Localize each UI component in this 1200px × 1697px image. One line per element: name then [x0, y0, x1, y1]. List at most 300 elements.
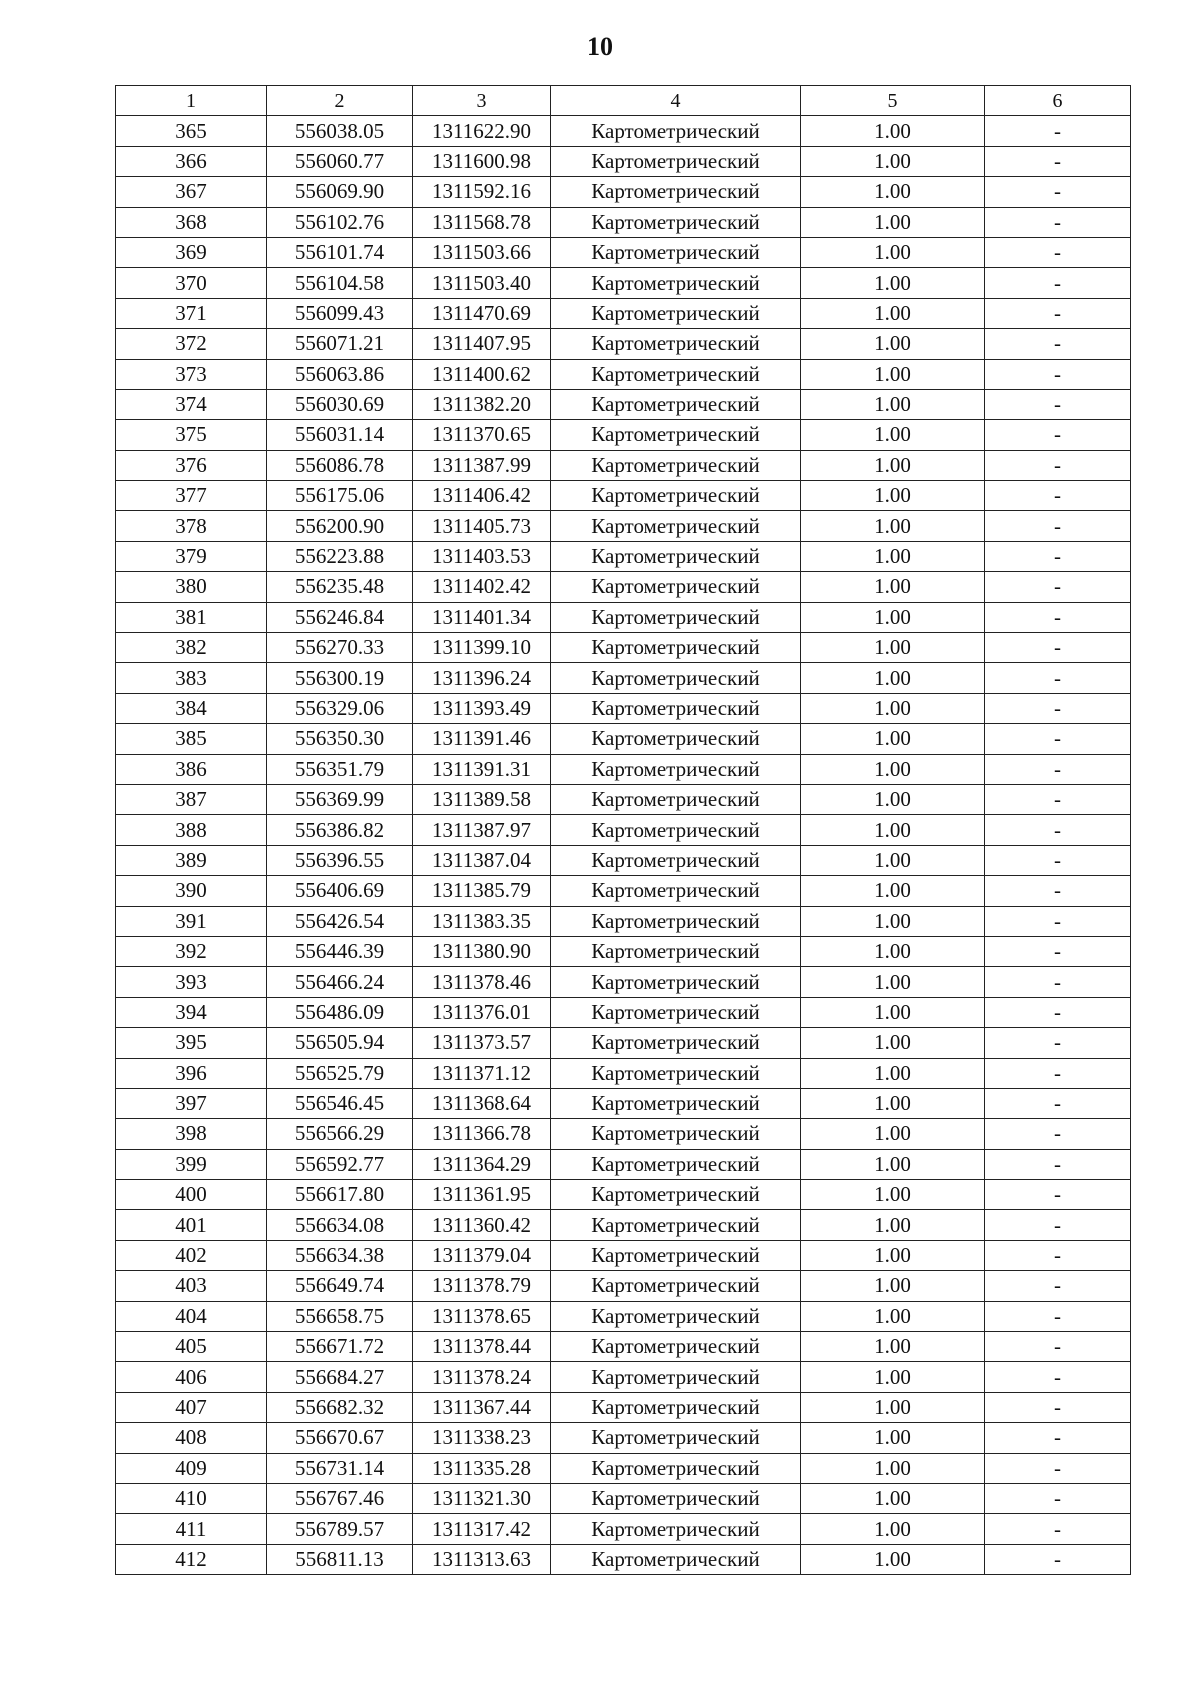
- table-row: [116, 1119, 1131, 1149]
- x-coordinate-cell: 556684.27: [267, 1362, 413, 1392]
- note-cell: -: [985, 1362, 1131, 1392]
- note-cell: -: [985, 359, 1131, 389]
- note-cell: -: [985, 936, 1131, 966]
- x-coordinate-cell: 556789.57: [267, 1514, 413, 1544]
- method-cell: Картометрический: [551, 1483, 801, 1513]
- method-cell: Картометрический: [551, 481, 801, 511]
- point-number-cell: 391: [116, 906, 267, 936]
- table-row: [116, 815, 1131, 845]
- method-cell: Картометрический: [551, 1028, 801, 1058]
- point-number-cell: 396: [116, 1058, 267, 1088]
- note-cell: -: [985, 1514, 1131, 1544]
- note-cell: -: [985, 237, 1131, 267]
- note-cell: -: [985, 450, 1131, 480]
- y-coordinate-cell: 1311364.29: [413, 1149, 551, 1179]
- table-row: [116, 997, 1131, 1027]
- x-coordinate-cell: 556546.45: [267, 1088, 413, 1118]
- note-cell: -: [985, 541, 1131, 571]
- note-cell: -: [985, 1240, 1131, 1270]
- x-coordinate-cell: 556386.82: [267, 815, 413, 845]
- x-coordinate-cell: 556351.79: [267, 754, 413, 784]
- y-coordinate-cell: 1311366.78: [413, 1119, 551, 1149]
- y-coordinate-cell: 1311380.90: [413, 936, 551, 966]
- column-header: 2: [267, 86, 413, 116]
- table-row: [116, 329, 1131, 359]
- accuracy-cell: 1.00: [801, 845, 985, 875]
- x-coordinate-cell: 556223.88: [267, 541, 413, 571]
- y-coordinate-cell: 1311600.98: [413, 146, 551, 176]
- x-coordinate-cell: 556466.24: [267, 967, 413, 997]
- point-number-cell: 382: [116, 633, 267, 663]
- table-row: [116, 602, 1131, 632]
- y-coordinate-cell: 1311360.42: [413, 1210, 551, 1240]
- x-coordinate-cell: 556071.21: [267, 329, 413, 359]
- column-header: 1: [116, 86, 267, 116]
- accuracy-cell: 1.00: [801, 177, 985, 207]
- point-number-cell: 368: [116, 207, 267, 237]
- x-coordinate-cell: 556670.67: [267, 1423, 413, 1453]
- method-cell: Картометрический: [551, 237, 801, 267]
- note-cell: -: [985, 1028, 1131, 1058]
- table-row: [116, 1149, 1131, 1179]
- table-row: [116, 1332, 1131, 1362]
- table-row: [116, 1362, 1131, 1392]
- column-header: 4: [551, 86, 801, 116]
- note-cell: -: [985, 420, 1131, 450]
- accuracy-cell: 1.00: [801, 815, 985, 845]
- accuracy-cell: 1.00: [801, 1514, 985, 1544]
- y-coordinate-cell: 1311370.65: [413, 420, 551, 450]
- note-cell: -: [985, 1180, 1131, 1210]
- table-row: [116, 116, 1131, 146]
- point-number-cell: 394: [116, 997, 267, 1027]
- method-cell: Картометрический: [551, 1362, 801, 1392]
- method-cell: Картометрический: [551, 1149, 801, 1179]
- y-coordinate-cell: 1311401.34: [413, 602, 551, 632]
- y-coordinate-cell: 1311391.46: [413, 724, 551, 754]
- table-row: [116, 936, 1131, 966]
- x-coordinate-cell: 556235.48: [267, 572, 413, 602]
- method-cell: Картометрический: [551, 207, 801, 237]
- accuracy-cell: 1.00: [801, 450, 985, 480]
- x-coordinate-cell: 556396.55: [267, 845, 413, 875]
- table-row: [116, 177, 1131, 207]
- x-coordinate-cell: 556038.05: [267, 116, 413, 146]
- table-row: [116, 237, 1131, 267]
- point-number-cell: 400: [116, 1180, 267, 1210]
- accuracy-cell: 1.00: [801, 389, 985, 419]
- point-number-cell: 407: [116, 1392, 267, 1422]
- table-row: [116, 1392, 1131, 1422]
- x-coordinate-cell: 556175.06: [267, 481, 413, 511]
- x-coordinate-cell: 556682.32: [267, 1392, 413, 1422]
- point-number-cell: 366: [116, 146, 267, 176]
- method-cell: Картометрический: [551, 602, 801, 632]
- table-row: [116, 906, 1131, 936]
- y-coordinate-cell: 1311321.30: [413, 1483, 551, 1513]
- point-number-cell: 410: [116, 1483, 267, 1513]
- table-row: [116, 784, 1131, 814]
- point-number-cell: 397: [116, 1088, 267, 1118]
- note-cell: -: [985, 177, 1131, 207]
- y-coordinate-cell: 1311592.16: [413, 177, 551, 207]
- accuracy-cell: 1.00: [801, 1058, 985, 1088]
- y-coordinate-cell: 1311399.10: [413, 633, 551, 663]
- y-coordinate-cell: 1311383.35: [413, 906, 551, 936]
- x-coordinate-cell: 556104.58: [267, 268, 413, 298]
- x-coordinate-cell: 556270.33: [267, 633, 413, 663]
- point-number-cell: 383: [116, 663, 267, 693]
- note-cell: -: [985, 724, 1131, 754]
- x-coordinate-cell: 556811.13: [267, 1544, 413, 1574]
- point-number-cell: 384: [116, 693, 267, 723]
- accuracy-cell: 1.00: [801, 329, 985, 359]
- method-cell: Картометрический: [551, 633, 801, 663]
- table-header-row: [116, 86, 1131, 116]
- method-cell: Картометрический: [551, 754, 801, 784]
- point-number-cell: 374: [116, 389, 267, 419]
- table-body: [116, 116, 1131, 1575]
- method-cell: Картометрический: [551, 1119, 801, 1149]
- accuracy-cell: 1.00: [801, 633, 985, 663]
- y-coordinate-cell: 1311371.12: [413, 1058, 551, 1088]
- table-row: [116, 146, 1131, 176]
- note-cell: -: [985, 1453, 1131, 1483]
- table-row: [116, 1271, 1131, 1301]
- method-cell: Картометрический: [551, 663, 801, 693]
- method-cell: Картометрический: [551, 936, 801, 966]
- note-cell: -: [985, 268, 1131, 298]
- table-row: [116, 1514, 1131, 1544]
- method-cell: Картометрический: [551, 784, 801, 814]
- accuracy-cell: 1.00: [801, 420, 985, 450]
- y-coordinate-cell: 1311387.99: [413, 450, 551, 480]
- method-cell: Картометрический: [551, 1180, 801, 1210]
- point-number-cell: 379: [116, 541, 267, 571]
- note-cell: -: [985, 1088, 1131, 1118]
- accuracy-cell: 1.00: [801, 1544, 985, 1574]
- note-cell: -: [985, 1423, 1131, 1453]
- point-number-cell: 377: [116, 481, 267, 511]
- note-cell: -: [985, 997, 1131, 1027]
- accuracy-cell: 1.00: [801, 1332, 985, 1362]
- x-coordinate-cell: 556369.99: [267, 784, 413, 814]
- table-row: [116, 663, 1131, 693]
- y-coordinate-cell: 1311403.53: [413, 541, 551, 571]
- accuracy-cell: 1.00: [801, 1088, 985, 1118]
- accuracy-cell: 1.00: [801, 967, 985, 997]
- table-row: [116, 1544, 1131, 1574]
- column-header: 5: [801, 86, 985, 116]
- table-row: [116, 450, 1131, 480]
- accuracy-cell: 1.00: [801, 1240, 985, 1270]
- accuracy-cell: 1.00: [801, 1149, 985, 1179]
- method-cell: Картометрический: [551, 906, 801, 936]
- x-coordinate-cell: 556505.94: [267, 1028, 413, 1058]
- y-coordinate-cell: 1311361.95: [413, 1180, 551, 1210]
- note-cell: -: [985, 754, 1131, 784]
- note-cell: -: [985, 663, 1131, 693]
- x-coordinate-cell: 556649.74: [267, 1271, 413, 1301]
- point-number-cell: 381: [116, 602, 267, 632]
- accuracy-cell: 1.00: [801, 359, 985, 389]
- point-number-cell: 405: [116, 1332, 267, 1362]
- accuracy-cell: 1.00: [801, 541, 985, 571]
- method-cell: Картометрический: [551, 724, 801, 754]
- method-cell: Картометрический: [551, 1301, 801, 1331]
- x-coordinate-cell: 556102.76: [267, 207, 413, 237]
- note-cell: -: [985, 1058, 1131, 1088]
- accuracy-cell: 1.00: [801, 1028, 985, 1058]
- accuracy-cell: 1.00: [801, 754, 985, 784]
- accuracy-cell: 1.00: [801, 876, 985, 906]
- table-row: [116, 1453, 1131, 1483]
- x-coordinate-cell: 556634.08: [267, 1210, 413, 1240]
- method-cell: Картометрический: [551, 967, 801, 997]
- y-coordinate-cell: 1311402.42: [413, 572, 551, 602]
- point-number-cell: 373: [116, 359, 267, 389]
- y-coordinate-cell: 1311503.66: [413, 237, 551, 267]
- table-row: [116, 389, 1131, 419]
- table-row: [116, 876, 1131, 906]
- method-cell: Картометрический: [551, 1392, 801, 1422]
- y-coordinate-cell: 1311396.24: [413, 663, 551, 693]
- y-coordinate-cell: 1311406.42: [413, 481, 551, 511]
- note-cell: -: [985, 1332, 1131, 1362]
- column-header: 3: [413, 86, 551, 116]
- method-cell: Картометрический: [551, 177, 801, 207]
- point-number-cell: 401: [116, 1210, 267, 1240]
- table-row: [116, 207, 1131, 237]
- note-cell: -: [985, 693, 1131, 723]
- method-cell: Картометрический: [551, 298, 801, 328]
- accuracy-cell: 1.00: [801, 1180, 985, 1210]
- method-cell: Картометрический: [551, 450, 801, 480]
- y-coordinate-cell: 1311393.49: [413, 693, 551, 723]
- point-number-cell: 392: [116, 936, 267, 966]
- accuracy-cell: 1.00: [801, 784, 985, 814]
- y-coordinate-cell: 1311387.97: [413, 815, 551, 845]
- point-number-cell: 367: [116, 177, 267, 207]
- method-cell: Картометрический: [551, 1332, 801, 1362]
- accuracy-cell: 1.00: [801, 1453, 985, 1483]
- table-row: [116, 1088, 1131, 1118]
- x-coordinate-cell: 556426.54: [267, 906, 413, 936]
- note-cell: -: [985, 633, 1131, 663]
- method-cell: Картометрический: [551, 1514, 801, 1544]
- y-coordinate-cell: 1311385.79: [413, 876, 551, 906]
- note-cell: -: [985, 1149, 1131, 1179]
- x-coordinate-cell: 556200.90: [267, 511, 413, 541]
- x-coordinate-cell: 556031.14: [267, 420, 413, 450]
- y-coordinate-cell: 1311387.04: [413, 845, 551, 875]
- method-cell: Картометрический: [551, 1423, 801, 1453]
- note-cell: -: [985, 207, 1131, 237]
- y-coordinate-cell: 1311382.20: [413, 389, 551, 419]
- table-row: [116, 511, 1131, 541]
- x-coordinate-cell: 556063.86: [267, 359, 413, 389]
- x-coordinate-cell: 556406.69: [267, 876, 413, 906]
- table-row: [116, 693, 1131, 723]
- method-cell: Картометрический: [551, 389, 801, 419]
- point-number-cell: 406: [116, 1362, 267, 1392]
- table-row: [116, 541, 1131, 571]
- point-number-cell: 375: [116, 420, 267, 450]
- y-coordinate-cell: 1311378.79: [413, 1271, 551, 1301]
- table-row: [116, 481, 1131, 511]
- x-coordinate-cell: 556767.46: [267, 1483, 413, 1513]
- table-row: [116, 572, 1131, 602]
- note-cell: -: [985, 906, 1131, 936]
- note-cell: -: [985, 815, 1131, 845]
- table-row: [116, 420, 1131, 450]
- accuracy-cell: 1.00: [801, 511, 985, 541]
- y-coordinate-cell: 1311367.44: [413, 1392, 551, 1422]
- x-coordinate-cell: 556617.80: [267, 1180, 413, 1210]
- note-cell: -: [985, 116, 1131, 146]
- table-row: [116, 845, 1131, 875]
- x-coordinate-cell: 556658.75: [267, 1301, 413, 1331]
- accuracy-cell: 1.00: [801, 207, 985, 237]
- y-coordinate-cell: 1311378.46: [413, 967, 551, 997]
- table-row: [116, 268, 1131, 298]
- point-number-cell: 371: [116, 298, 267, 328]
- point-number-cell: 390: [116, 876, 267, 906]
- y-coordinate-cell: 1311568.78: [413, 207, 551, 237]
- accuracy-cell: 1.00: [801, 1119, 985, 1149]
- y-coordinate-cell: 1311378.65: [413, 1301, 551, 1331]
- y-coordinate-cell: 1311376.01: [413, 997, 551, 1027]
- method-cell: Картометрический: [551, 359, 801, 389]
- y-coordinate-cell: 1311378.24: [413, 1362, 551, 1392]
- method-cell: Картометрический: [551, 146, 801, 176]
- method-cell: Картометрический: [551, 1088, 801, 1118]
- note-cell: -: [985, 1544, 1131, 1574]
- x-coordinate-cell: 556300.19: [267, 663, 413, 693]
- point-number-cell: 389: [116, 845, 267, 875]
- method-cell: Картометрический: [551, 693, 801, 723]
- method-cell: Картометрический: [551, 1544, 801, 1574]
- point-number-cell: 399: [116, 1149, 267, 1179]
- y-coordinate-cell: 1311368.64: [413, 1088, 551, 1118]
- point-number-cell: 380: [116, 572, 267, 602]
- accuracy-cell: 1.00: [801, 663, 985, 693]
- accuracy-cell: 1.00: [801, 1392, 985, 1422]
- accuracy-cell: 1.00: [801, 936, 985, 966]
- point-number-cell: 403: [116, 1271, 267, 1301]
- y-coordinate-cell: 1311470.69: [413, 298, 551, 328]
- y-coordinate-cell: 1311407.95: [413, 329, 551, 359]
- table-row: [116, 1180, 1131, 1210]
- y-coordinate-cell: 1311335.28: [413, 1453, 551, 1483]
- method-cell: Картометрический: [551, 997, 801, 1027]
- table-row: [116, 359, 1131, 389]
- point-number-cell: 395: [116, 1028, 267, 1058]
- column-header: 6: [985, 86, 1131, 116]
- method-cell: Картометрический: [551, 1058, 801, 1088]
- table-row: [116, 1483, 1131, 1513]
- note-cell: -: [985, 298, 1131, 328]
- point-number-cell: 404: [116, 1301, 267, 1331]
- point-number-cell: 398: [116, 1119, 267, 1149]
- method-cell: Картометрический: [551, 116, 801, 146]
- note-cell: -: [985, 511, 1131, 541]
- x-coordinate-cell: 556525.79: [267, 1058, 413, 1088]
- y-coordinate-cell: 1311338.23: [413, 1423, 551, 1453]
- method-cell: Картометрический: [551, 1210, 801, 1240]
- point-number-cell: 388: [116, 815, 267, 845]
- point-number-cell: 369: [116, 237, 267, 267]
- accuracy-cell: 1.00: [801, 146, 985, 176]
- method-cell: Картометрический: [551, 815, 801, 845]
- point-number-cell: 387: [116, 784, 267, 814]
- x-coordinate-cell: 556671.72: [267, 1332, 413, 1362]
- accuracy-cell: 1.00: [801, 1483, 985, 1513]
- x-coordinate-cell: 556069.90: [267, 177, 413, 207]
- y-coordinate-cell: 1311317.42: [413, 1514, 551, 1544]
- note-cell: -: [985, 146, 1131, 176]
- method-cell: Картометрический: [551, 1271, 801, 1301]
- table-row: [116, 1301, 1131, 1331]
- method-cell: Картометрический: [551, 876, 801, 906]
- x-coordinate-cell: 556030.69: [267, 389, 413, 419]
- y-coordinate-cell: 1311622.90: [413, 116, 551, 146]
- accuracy-cell: 1.00: [801, 997, 985, 1027]
- table-row: [116, 754, 1131, 784]
- note-cell: -: [985, 602, 1131, 632]
- note-cell: -: [985, 1271, 1131, 1301]
- method-cell: Картометрический: [551, 1240, 801, 1270]
- x-coordinate-cell: 556731.14: [267, 1453, 413, 1483]
- point-number-cell: 378: [116, 511, 267, 541]
- method-cell: Картометрический: [551, 268, 801, 298]
- page-number: 10: [587, 32, 613, 61]
- y-coordinate-cell: 1311379.04: [413, 1240, 551, 1270]
- note-cell: -: [985, 389, 1131, 419]
- y-coordinate-cell: 1311405.73: [413, 511, 551, 541]
- table-row: [116, 724, 1131, 754]
- accuracy-cell: 1.00: [801, 1423, 985, 1453]
- table-row: [116, 1423, 1131, 1453]
- y-coordinate-cell: 1311400.62: [413, 359, 551, 389]
- note-cell: -: [985, 329, 1131, 359]
- accuracy-cell: 1.00: [801, 298, 985, 328]
- note-cell: -: [985, 876, 1131, 906]
- method-cell: Картометрический: [551, 1453, 801, 1483]
- point-number-cell: 409: [116, 1453, 267, 1483]
- table-row: [116, 633, 1131, 663]
- accuracy-cell: 1.00: [801, 237, 985, 267]
- note-cell: -: [985, 572, 1131, 602]
- table-row: [116, 1210, 1131, 1240]
- note-cell: -: [985, 481, 1131, 511]
- point-number-cell: 370: [116, 268, 267, 298]
- y-coordinate-cell: 1311373.57: [413, 1028, 551, 1058]
- point-number-cell: 365: [116, 116, 267, 146]
- x-coordinate-cell: 556634.38: [267, 1240, 413, 1270]
- point-number-cell: 386: [116, 754, 267, 784]
- table-row: [116, 1058, 1131, 1088]
- table-row: [116, 1240, 1131, 1270]
- x-coordinate-cell: 556086.78: [267, 450, 413, 480]
- note-cell: -: [985, 1392, 1131, 1422]
- y-coordinate-cell: 1311389.58: [413, 784, 551, 814]
- x-coordinate-cell: 556566.29: [267, 1119, 413, 1149]
- accuracy-cell: 1.00: [801, 724, 985, 754]
- x-coordinate-cell: 556350.30: [267, 724, 413, 754]
- note-cell: -: [985, 1210, 1131, 1240]
- y-coordinate-cell: 1311378.44: [413, 1332, 551, 1362]
